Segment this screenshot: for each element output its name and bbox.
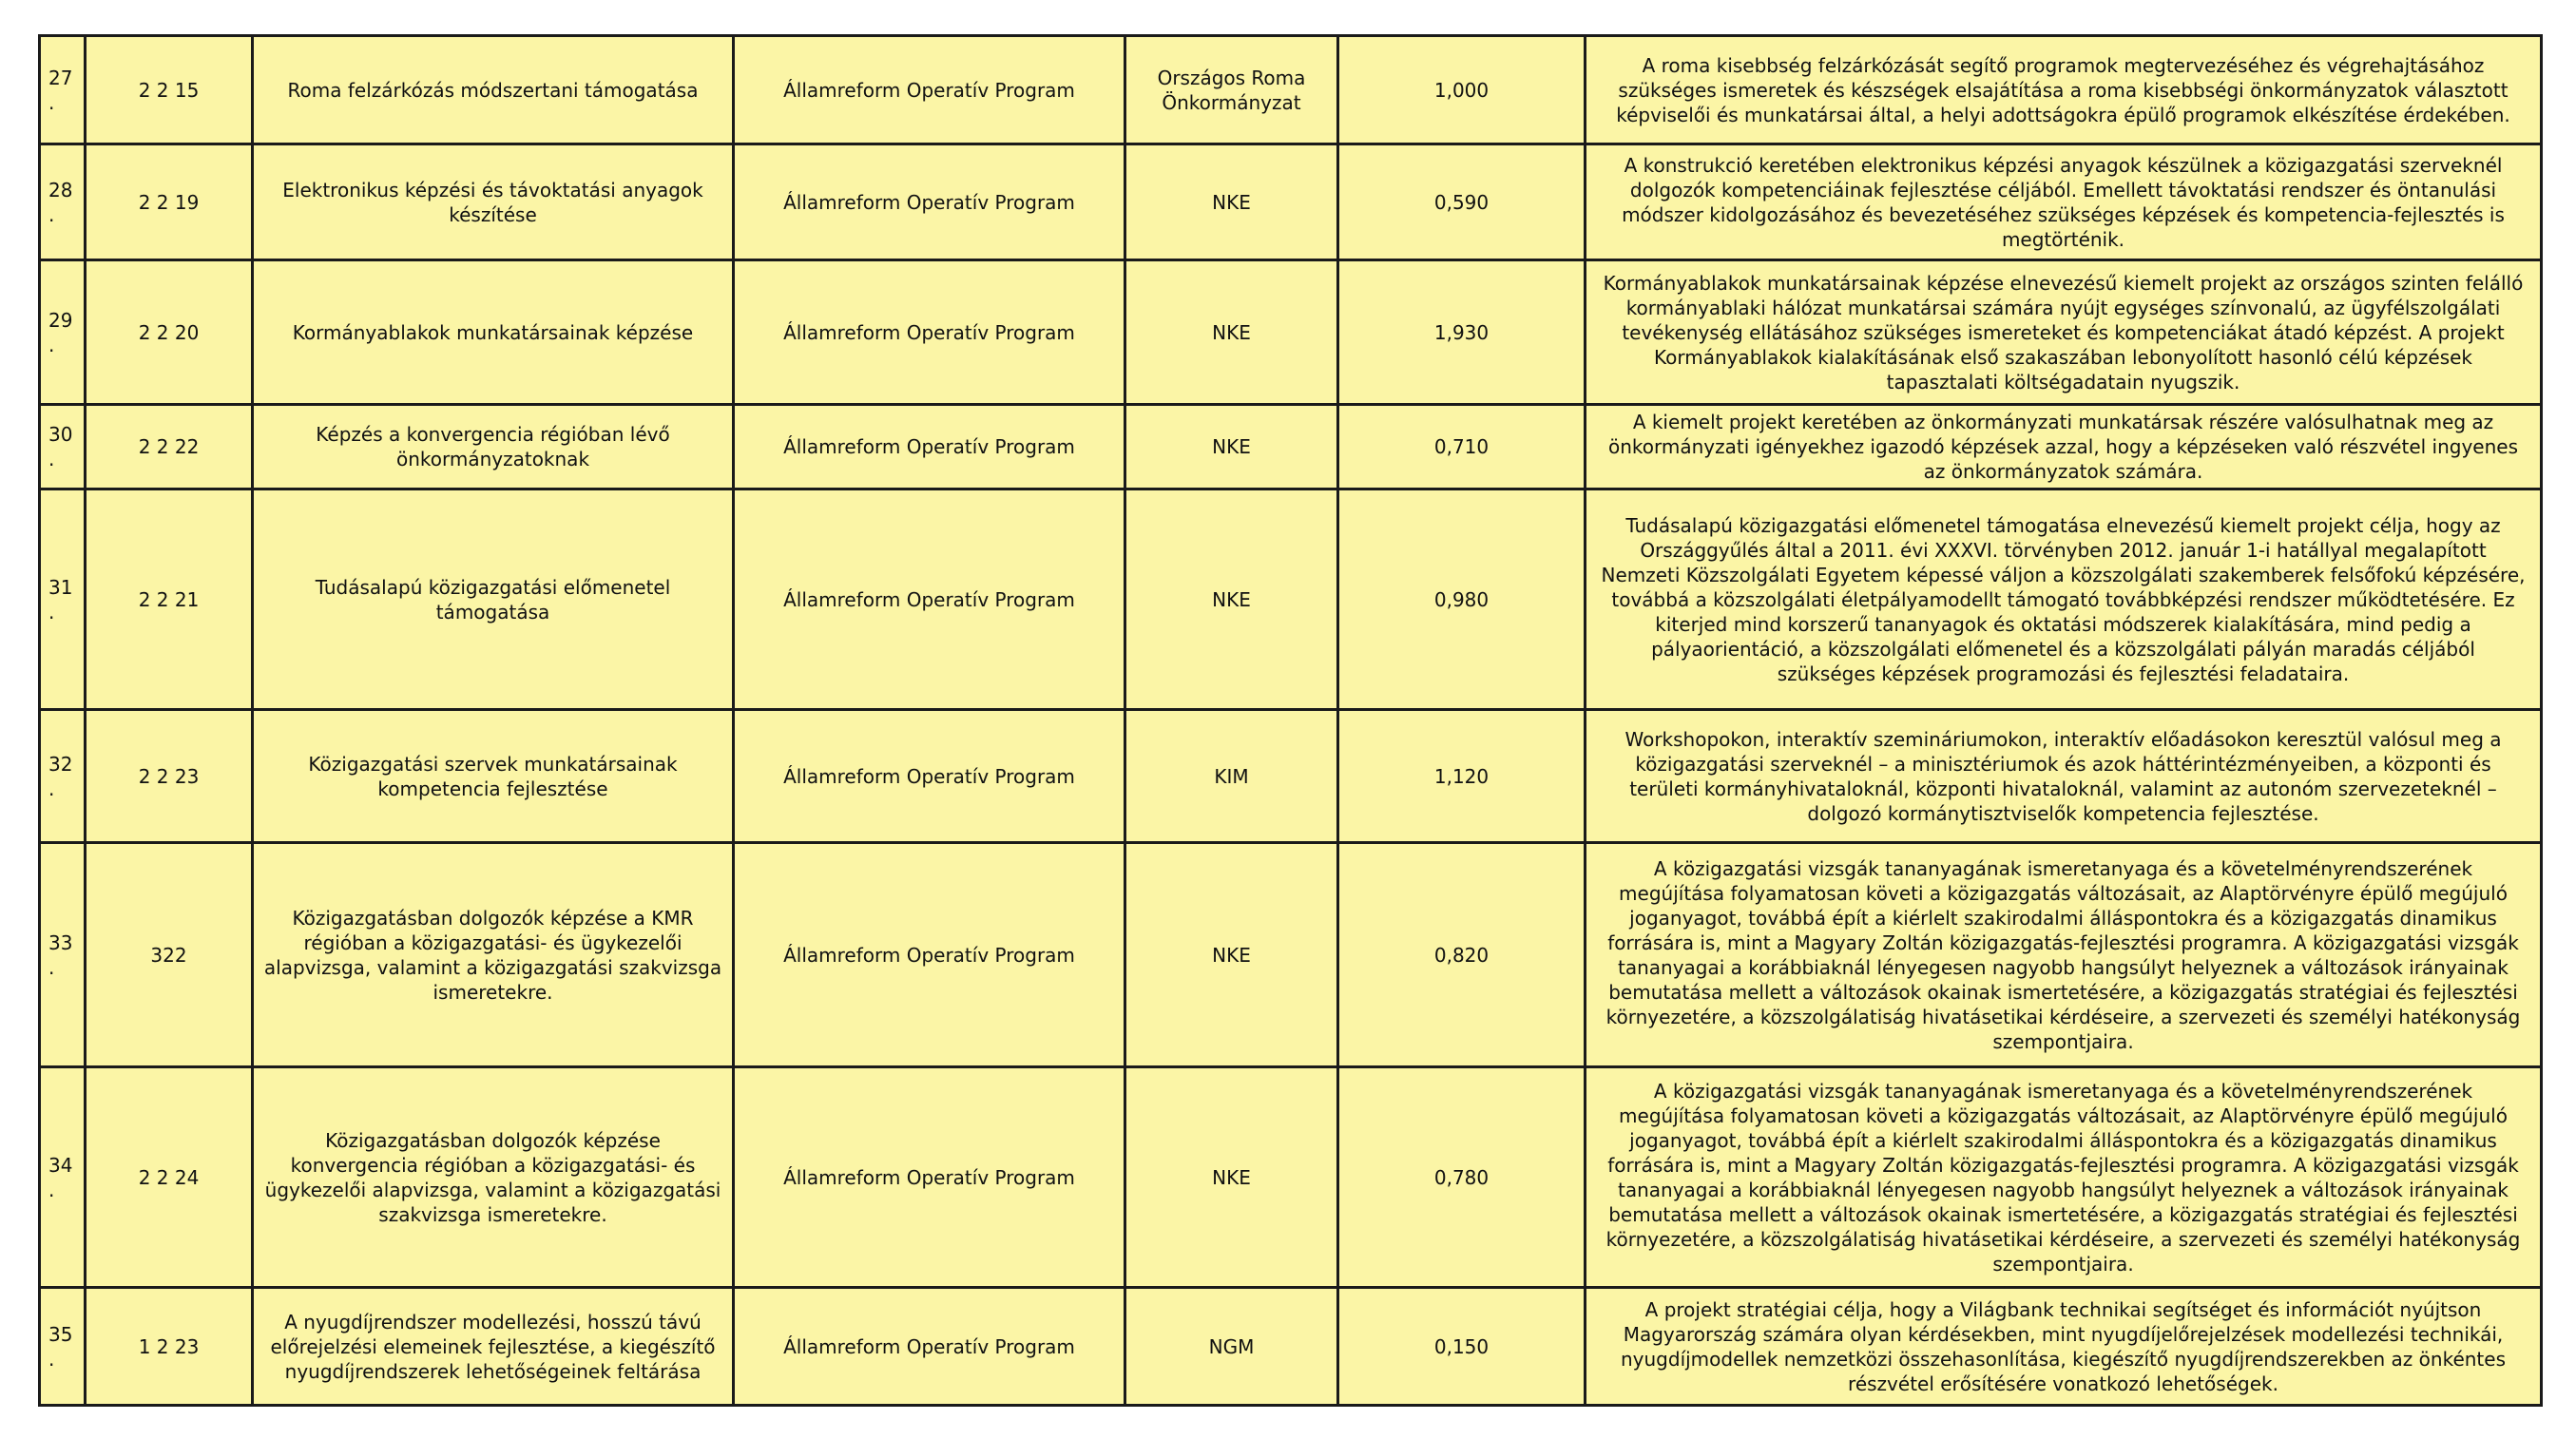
project-description: A projekt stratégiai célja, hogy a Világbank technikai segítséget és információt nyújtson Magyarország számára olyan kérdésekben, mint nyugdíjelőrejelzések modellezési technikái, nyugdíjmodellek nemzetközi összehasonlítása, kiegészítő nyugdíjrendszerekben az önkéntes részvétel erősítésére vonatkozó lehetőségek. [1586, 1288, 2542, 1406]
table-row [40, 843, 2542, 1067]
amount: 0,780 [1338, 1067, 1586, 1288]
project-name: Kormányablakok munkatársainak képzése [253, 260, 734, 405]
table-row [40, 1288, 2542, 1406]
beneficiary-org: NKE [1125, 405, 1338, 489]
beneficiary-org: NKE [1125, 843, 1338, 1067]
project-name: Képzés a konvergencia régióban lévő önkormányzatoknak [253, 405, 734, 489]
beneficiary-org: KIM [1125, 710, 1338, 843]
amount: 1,000 [1338, 36, 1586, 144]
row-number: 29. [40, 260, 86, 405]
project-code: 2 2 15 [86, 36, 253, 144]
project-description: Kormányablakok munkatársainak képzése elnevezésű kiemelt projekt az országos szinten felálló kormányablaki hálózat munkatársai számára nyújt egységes színvonalú, az ügyfélszolgálati tevékenység ellátásához szükséges ismereteket és kompetenciákat átadó képzést. A projekt Kormányablakok kialakításának első szakaszában lebonyolított hasonló célú képzések tapasztalati költségadatain nyugszik. [1586, 260, 2542, 405]
table-row [40, 489, 2542, 710]
project-description: A roma kisebbség felzárkózását segítő programok megtervezéséhez és végrehajtásához szükséges ismeretek és készségek elsajátítása a roma kisebbségi önkormányzatok választott képviselői és munkatársai által, a helyi adottságokra épülő programok elkészítése érdekében. [1586, 36, 2542, 144]
project-code: 2 2 24 [86, 1067, 253, 1288]
amount: 0,980 [1338, 489, 1586, 710]
project-name: Közigazgatási szervek munkatársainak kompetencia fejlesztése [253, 710, 734, 843]
table-row [40, 36, 2542, 144]
project-description: Workshopokon, interaktív szemináriumokon, interaktív előadásokon keresztül valósul meg a közigazgatási szerveknél – a minisztériumok és azok háttérintézményeiben, a központi és területi kormányhivataloknál, központi hivataloknál, valamint az autonóm szervezeteknél – dolgozó kormánytisztviselők kompetencia fejlesztése. [1586, 710, 2542, 843]
project-code: 2 2 22 [86, 405, 253, 489]
project-code: 1 2 23 [86, 1288, 253, 1406]
beneficiary-org: NKE [1125, 1067, 1338, 1288]
amount: 0,590 [1338, 144, 1586, 260]
project-name: Roma felzárkózás módszertani támogatása [253, 36, 734, 144]
table-row [40, 144, 2542, 260]
amount: 0,820 [1338, 843, 1586, 1067]
project-description: Tudásalapú közigazgatási előmenetel támogatása elnevezésű kiemelt projekt célja, hogy az Országgyűlés által a 2011. évi XXXVI. törvényben 2012. január 1-i hatállyal megalapított Nemzeti Közszolgálati Egyetem képessé váljon a közszolgálati szakemberek felsőfokú képzésére, továbbá a közszolgálati életpályamodellt támogató továbbképzési rendszer működtetésére. Ez kiterjed mind korszerű tananyagok és oktatási módszerek kialakítására, mind pedig a pályaorientáció, a közszolgálati előmenetel és a közszolgálati pályán maradás céljából szükséges képzések programozási és fejlesztési feladataira. [1586, 489, 2542, 710]
operative-program: Államreform Operatív Program [734, 144, 1125, 260]
project-name: Elektronikus képzési és távoktatási anyagok készítése [253, 144, 734, 260]
project-description: A közigazgatási vizsgák tananyagának ismeretanyaga és a követelményrendszerének megújítása folyamatosan követi a közigazgatás változásait, az Alaptörvényre épülő megújuló joganyagot, továbbá épít a kiérlelt szakirodalmi álláspontokra és a közigazgatás dinamikus forrására is, mint a Magyary Zoltán közigazgatás-fejlesztési programra. A közigazgatási vizsgák tananyagai a korábbiaknál lényegesen nagyobb hangsúlyt helyeznek a változások irányainak bemutatása mellett a változások okainak ismertetésére, a közigazgatás stratégiai és fejlesztési környezetére, a közszolgálatiság hivatásetikai kérdéseire, a szervezeti és személyi hatékonyság szempontjaira. [1586, 843, 2542, 1067]
project-name: Közigazgatásban dolgozók képzése a KMR régióban a közigazgatási- és ügykezelői alapvizsga, valamint a közigazgatási szakvizsga ismeretekre. [253, 843, 734, 1067]
beneficiary-org: NKE [1125, 489, 1338, 710]
beneficiary-org: Országos Roma Önkormányzat [1125, 36, 1338, 144]
operative-program: Államreform Operatív Program [734, 710, 1125, 843]
row-number: 33. [40, 843, 86, 1067]
project-code: 322 [86, 843, 253, 1067]
project-code: 2 2 20 [86, 260, 253, 405]
beneficiary-org: NGM [1125, 1288, 1338, 1406]
beneficiary-org: NKE [1125, 260, 1338, 405]
project-name: A nyugdíjrendszer modellezési, hosszú távú előrejelzési elemeinek fejlesztése, a kiegészítő nyugdíjrendszerek lehetőségeinek feltárása [253, 1288, 734, 1406]
row-number: 27. [40, 36, 86, 144]
operative-program: Államreform Operatív Program [734, 1067, 1125, 1288]
operative-program: Államreform Operatív Program [734, 489, 1125, 710]
amount: 1,120 [1338, 710, 1586, 843]
project-description: A kiemelt projekt keretében az önkormányzati munkatársak részére valósulhatnak meg az önkormányzati igényekhez igazodó képzések azzal, hogy a képzéseken való részvétel ingyenes az önkormányzatok számára. [1586, 405, 2542, 489]
operative-program: Államreform Operatív Program [734, 260, 1125, 405]
project-code: 2 2 23 [86, 710, 253, 843]
project-code: 2 2 21 [86, 489, 253, 710]
operative-program: Államreform Operatív Program [734, 36, 1125, 144]
row-number: 34. [40, 1067, 86, 1288]
row-number: 31. [40, 489, 86, 710]
row-number: 30. [40, 405, 86, 489]
amount: 1,930 [1338, 260, 1586, 405]
project-description: A közigazgatási vizsgák tananyagának ismeretanyaga és a követelményrendszerének megújítása folyamatosan követi a közigazgatás változásait, az Alaptörvényre épülő megújuló joganyagot, továbbá épít a kiérlelt szakirodalmi álláspontokra és a közigazgatás dinamikus forrására is, mint a Magyary Zoltán közigazgatás-fejlesztési programra. A közigazgatási vizsgák tananyagai a korábbiaknál lényegesen nagyobb hangsúlyt helyeznek a változások irányainak bemutatása mellett a változások okainak ismertetésére, a közigazgatás stratégiai és fejlesztési környezetére, a közszolgálatiság hivatásetikai kérdéseire, a szervezeti és személyi hatékonyság szempontjaira. [1586, 1067, 2542, 1288]
document-page [38, 34, 2540, 1407]
row-number: 35. [40, 1288, 86, 1406]
project-description: A konstrukció keretében elektronikus képzési anyagok készülnek a közigazgatási szerveknél dolgozók kompetenciáinak fejlesztése céljából. Emellett távoktatási rendszer és öntanulási módszer kidolgozásához és bevezetéséhez szükséges képzések és kompetencia-fejlesztés is megtörténik. [1586, 144, 2542, 260]
operative-program: Államreform Operatív Program [734, 843, 1125, 1067]
table-row [40, 1067, 2542, 1288]
table-row [40, 260, 2542, 405]
project-table [38, 34, 2543, 1407]
project-code: 2 2 19 [86, 144, 253, 260]
project-name: Tudásalapú közigazgatási előmenetel támogatása [253, 489, 734, 710]
row-number: 32. [40, 710, 86, 843]
operative-program: Államreform Operatív Program [734, 405, 1125, 489]
row-number: 28. [40, 144, 86, 260]
table-row [40, 710, 2542, 843]
table-row [40, 405, 2542, 489]
amount: 0,150 [1338, 1288, 1586, 1406]
project-name: Közigazgatásban dolgozók képzése konvergencia régióban a közigazgatási- és ügykezelői alapvizsga, valamint a közigazgatási szakvizsga ismeretekre. [253, 1067, 734, 1288]
amount: 0,710 [1338, 405, 1586, 489]
beneficiary-org: NKE [1125, 144, 1338, 260]
operative-program: Államreform Operatív Program [734, 1288, 1125, 1406]
